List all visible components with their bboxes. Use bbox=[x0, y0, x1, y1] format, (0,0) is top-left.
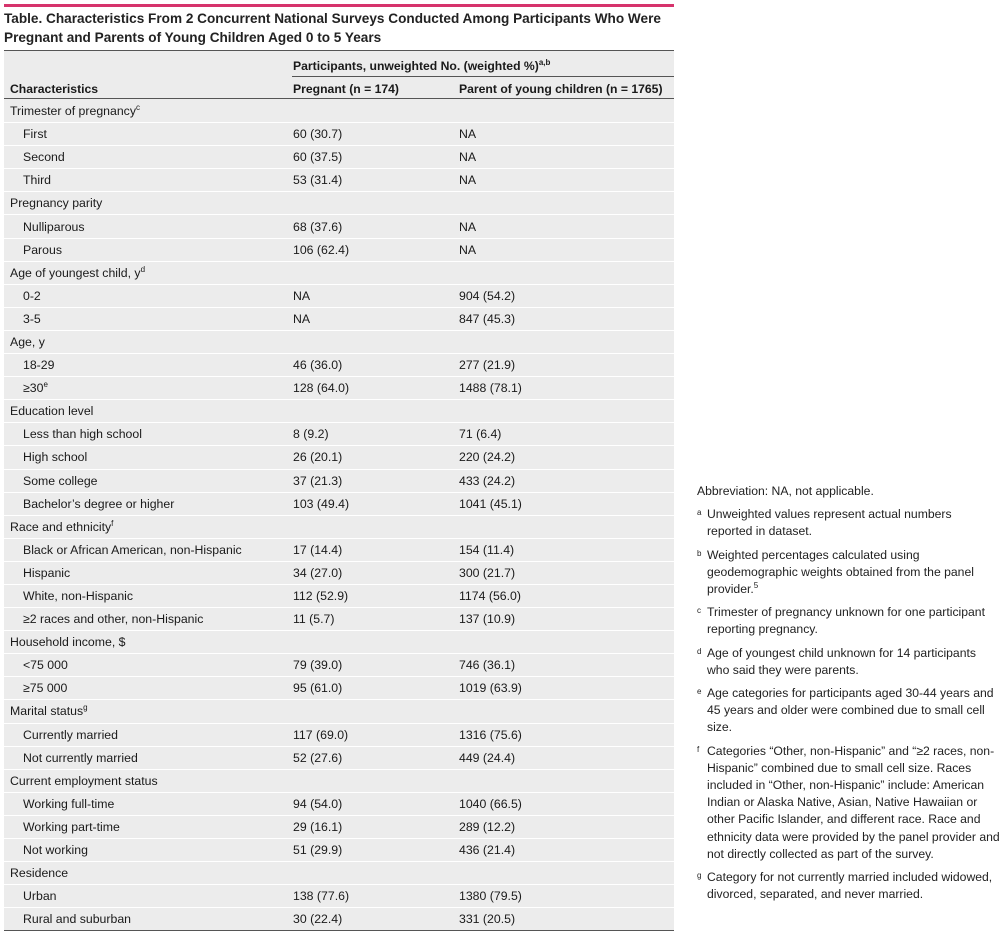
row-label-text: Pregnancy parity bbox=[10, 196, 103, 211]
footnote-mark: g bbox=[697, 871, 702, 881]
row-label-text: 18-29 bbox=[23, 358, 55, 373]
row-label bbox=[4, 797, 292, 811]
footnote-mark: e bbox=[697, 687, 702, 697]
parent-value: NA bbox=[459, 150, 477, 165]
row-label bbox=[4, 866, 292, 880]
pregnant-value: 52 (27.6) bbox=[293, 750, 343, 765]
row-label bbox=[4, 658, 292, 672]
table-row bbox=[4, 561, 674, 584]
footnote-text-wrap bbox=[707, 604, 1000, 638]
pregnant-value: 60 (37.5) bbox=[293, 150, 343, 165]
pregnant-value: 117 (69.0) bbox=[293, 727, 349, 742]
footnote-text-wrap bbox=[707, 869, 1000, 903]
row-label-footnote: c bbox=[135, 102, 140, 112]
row-label bbox=[4, 243, 292, 257]
footnote-item bbox=[697, 743, 1000, 863]
row-label-text: Hispanic bbox=[23, 565, 71, 580]
row-label bbox=[4, 404, 292, 418]
row-label bbox=[4, 820, 292, 834]
row-label bbox=[4, 704, 292, 718]
row-label bbox=[4, 635, 292, 649]
footnote-text-wrap bbox=[707, 645, 1000, 679]
pregnant-value: 29 (16.1) bbox=[293, 819, 343, 834]
table-row bbox=[4, 307, 674, 330]
row-label bbox=[4, 566, 292, 580]
row-label-text: Less than high school bbox=[23, 427, 142, 442]
row-label-text: ≥75 000 bbox=[23, 681, 68, 696]
parent-value: 289 (12.2) bbox=[459, 819, 516, 834]
pregnant-value: 8 (9.2) bbox=[293, 427, 329, 442]
row-label bbox=[4, 127, 292, 141]
parent-value: 1174 (56.0) bbox=[459, 589, 521, 604]
table-title: Table. Characteristics From 2 Concurrent National Surveys Conducted Among Participants Who Were Pregnant and Parents of Young Children Aged 0 to 5 Years bbox=[4, 11, 661, 45]
row-label-text: <75 000 bbox=[23, 658, 68, 673]
table-row bbox=[4, 284, 674, 307]
table-category-row bbox=[4, 261, 674, 284]
row-label-text: Residence bbox=[10, 866, 69, 881]
pregnant-value: 128 (64.0) bbox=[293, 381, 350, 396]
row-label bbox=[4, 520, 292, 534]
row-label bbox=[4, 728, 292, 742]
row-label bbox=[4, 381, 292, 395]
pregnant-value: 138 (77.6) bbox=[293, 889, 350, 904]
row-label-text: First bbox=[23, 127, 47, 142]
parent-value: 1488 (78.1) bbox=[459, 381, 522, 396]
row-label-text: Trimester of pregnancy bbox=[10, 103, 136, 118]
row-label bbox=[4, 173, 292, 187]
row-label-text: ≥30 bbox=[23, 381, 44, 396]
row-label-text: Current employment status bbox=[10, 773, 158, 788]
footnote-mark: d bbox=[697, 646, 702, 656]
group-header-sup: a,b bbox=[538, 57, 551, 67]
table-row bbox=[4, 584, 674, 607]
row-label bbox=[4, 612, 292, 626]
parent-value: 746 (36.1) bbox=[459, 658, 516, 673]
row-label bbox=[4, 427, 292, 441]
parent-value: 436 (21.4) bbox=[459, 843, 516, 858]
footnote-item bbox=[697, 645, 1000, 679]
footnote-text: Trimester of pregnancy unknown for one participant reporting pregnancy. bbox=[707, 605, 985, 637]
row-label-text: Marital status bbox=[10, 704, 84, 719]
row-label-text: Black or African American, non-Hispanic bbox=[23, 542, 242, 557]
parent-value: NA bbox=[459, 219, 477, 234]
table-row bbox=[4, 445, 674, 468]
pregnant-value: 46 (36.0) bbox=[293, 358, 343, 373]
row-label-text: Education level bbox=[10, 404, 94, 419]
parent-value: 904 (54.2) bbox=[459, 288, 516, 303]
parent-value: 1041 (45.1) bbox=[459, 496, 522, 511]
footnote-mark: a bbox=[697, 508, 702, 518]
table-row bbox=[4, 376, 674, 399]
row-label-text: ≥2 races and other, non-Hispanic bbox=[23, 612, 204, 627]
row-label bbox=[4, 150, 292, 164]
parent-value: 449 (24.4) bbox=[459, 750, 516, 765]
table-category-row bbox=[4, 399, 674, 422]
pregnant-value: 112 (52.9) bbox=[293, 589, 349, 604]
row-label bbox=[4, 196, 292, 210]
row-label bbox=[4, 889, 292, 903]
table-row bbox=[4, 214, 674, 237]
table-row bbox=[4, 653, 674, 676]
row-label bbox=[4, 751, 292, 765]
row-label-footnote: g bbox=[83, 703, 88, 713]
pregnant-value: 79 (39.0) bbox=[293, 658, 343, 673]
parent-value: 277 (21.9) bbox=[459, 358, 516, 373]
table-row bbox=[4, 538, 674, 561]
row-label-text: White, non-Hispanic bbox=[23, 589, 134, 604]
row-label-text: Parous bbox=[23, 242, 62, 257]
row-label bbox=[4, 104, 292, 118]
row-label-footnote: f bbox=[111, 518, 114, 528]
pregnant-value: NA bbox=[293, 311, 311, 326]
row-label-text: High school bbox=[23, 450, 88, 465]
table-row bbox=[4, 492, 674, 515]
row-label-text: Age of youngest child, y bbox=[10, 265, 141, 280]
pregnant-value: 95 (61.0) bbox=[293, 681, 343, 696]
pregnant-value: 30 (22.4) bbox=[293, 912, 343, 927]
table-row bbox=[4, 422, 674, 445]
row-label bbox=[4, 312, 292, 326]
table-body bbox=[4, 99, 674, 930]
row-label-text: 0-2 bbox=[23, 288, 41, 303]
pregnant-value: 106 (62.4) bbox=[293, 242, 350, 257]
footnote-text: Category for not currently married included widowed, divorced, separated, and never married. bbox=[707, 870, 993, 902]
table-row bbox=[4, 815, 674, 838]
pregnant-value: 26 (20.1) bbox=[293, 450, 343, 465]
footnote-reference: 5 bbox=[753, 580, 759, 590]
parent-value: 154 (11.4) bbox=[459, 542, 515, 557]
row-label bbox=[4, 774, 292, 788]
row-label-text: Not working bbox=[23, 843, 88, 858]
row-label bbox=[4, 843, 292, 857]
row-label bbox=[4, 589, 292, 603]
parent-value: 1040 (66.5) bbox=[459, 796, 522, 811]
pregnant-value: 60 (30.7) bbox=[293, 127, 343, 142]
footnote-list bbox=[697, 506, 1000, 903]
pregnant-value: NA bbox=[293, 288, 311, 303]
row-label-footnote: d bbox=[140, 264, 146, 274]
footnote-text: Age of youngest child unknown for 14 participants who said they were parents. bbox=[707, 645, 976, 677]
row-label bbox=[4, 289, 292, 303]
pregnant-value: 53 (31.4) bbox=[293, 173, 343, 188]
table-row bbox=[4, 607, 674, 630]
parent-value: 220 (24.2) bbox=[459, 450, 516, 465]
parent-value: NA bbox=[459, 127, 477, 142]
pregnant-value: 51 (29.9) bbox=[293, 843, 343, 858]
pregnant-value: 103 (49.4) bbox=[293, 496, 350, 511]
row-label bbox=[4, 266, 292, 280]
row-label-text: Second bbox=[23, 150, 65, 165]
row-label-text: Bachelor’s degree or higher bbox=[23, 496, 175, 511]
row-label bbox=[4, 335, 292, 349]
parent-value: NA bbox=[459, 173, 477, 188]
table-row bbox=[4, 353, 674, 376]
footnote-text: Weighted percentages calculated using geodemographic weights obtained from the panel provider. bbox=[707, 547, 974, 597]
pregnant-value: 11 (5.7) bbox=[293, 612, 335, 627]
pregnant-value: 68 (37.6) bbox=[293, 219, 343, 234]
title-accent-rule bbox=[4, 4, 674, 7]
characteristics-column-header: Characteristics bbox=[10, 82, 99, 96]
parent-value: 331 (20.5) bbox=[459, 912, 516, 927]
parent-value: 433 (24.2) bbox=[459, 473, 516, 488]
table-row bbox=[4, 884, 674, 907]
pregnant-value: 34 (27.0) bbox=[293, 565, 343, 580]
footnote-text-wrap bbox=[707, 743, 1000, 863]
parent-value: NA bbox=[459, 242, 477, 257]
pregnant-value: 94 (54.0) bbox=[293, 796, 343, 811]
footnote-item bbox=[697, 869, 1000, 903]
row-label bbox=[4, 474, 292, 488]
parent-value: 1380 (79.5) bbox=[459, 889, 522, 904]
row-label-text: Urban bbox=[23, 889, 57, 904]
row-label bbox=[4, 220, 292, 234]
footnote-text: Unweighted values represent actual numbers reported in dataset. bbox=[707, 507, 952, 539]
table-header-row bbox=[4, 77, 674, 99]
group-header-label: Participants, unweighted No. (weighted %) bbox=[293, 59, 539, 73]
footnote-mark: f bbox=[697, 744, 700, 754]
row-label-text: Rural and suburban bbox=[23, 912, 132, 927]
row-label bbox=[4, 681, 292, 695]
row-label-text: Household income, $ bbox=[10, 635, 126, 650]
table-category-row bbox=[4, 99, 674, 122]
table-row bbox=[4, 792, 674, 815]
abbreviation-note: Abbreviation: NA, not applicable. bbox=[697, 484, 874, 498]
row-label-text: Some college bbox=[23, 473, 98, 488]
table-row bbox=[4, 122, 674, 145]
footnote-text: Categories “Other, non-Hispanic” and “≥2 races, non-Hispanic” combined due to small cell size. Races included in “Other, non-Hispanic” include: American Indian or Alaska Native, Asian, Native Hawaiian or other Pacific Islander, and different race. Race and ethnicity data were provided by the panel provider and not directly collected as part of the survey. bbox=[707, 743, 1000, 861]
table-row bbox=[4, 168, 674, 191]
table-header-group-row bbox=[4, 51, 674, 77]
row-label-text: Not currently married bbox=[23, 750, 138, 765]
row-label-text: Currently married bbox=[23, 727, 118, 742]
table-row bbox=[4, 746, 674, 769]
table-category-row bbox=[4, 769, 674, 792]
row-label-text: Working full-time bbox=[23, 796, 115, 811]
table-row bbox=[4, 838, 674, 861]
footnote-item bbox=[697, 604, 1000, 638]
data-table bbox=[4, 50, 674, 931]
footnote-text-wrap bbox=[707, 685, 1000, 737]
row-label-text: Nulliparous bbox=[23, 219, 85, 234]
footnote-text-wrap bbox=[707, 547, 1000, 599]
table-row bbox=[4, 676, 674, 699]
table-category-row bbox=[4, 630, 674, 653]
pregnant-column-header: Pregnant (n = 174) bbox=[293, 82, 399, 96]
parent-value: 137 (10.9) bbox=[459, 612, 516, 627]
footnote-mark: b bbox=[697, 548, 702, 558]
row-label-text: Age, y bbox=[10, 334, 45, 349]
row-label-text: 3-5 bbox=[23, 311, 41, 326]
table-row bbox=[4, 723, 674, 746]
footnote-item bbox=[697, 547, 1000, 599]
table-category-row bbox=[4, 515, 674, 538]
table-row bbox=[4, 469, 674, 492]
footnote-item bbox=[697, 506, 1000, 540]
row-label-text: Race and ethnicity bbox=[10, 519, 112, 534]
row-label bbox=[4, 543, 292, 557]
parent-value: 1316 (75.6) bbox=[459, 727, 522, 742]
table-category-row bbox=[4, 191, 674, 214]
footnote-text-wrap bbox=[707, 506, 1000, 540]
participants-group-header bbox=[292, 51, 674, 77]
row-label-text: Working part-time bbox=[23, 819, 120, 834]
table-category-row bbox=[4, 330, 674, 353]
table-category-row bbox=[4, 861, 674, 884]
row-label bbox=[4, 912, 292, 926]
parent-value: 1019 (63.9) bbox=[459, 681, 522, 696]
footnotes bbox=[697, 483, 1000, 909]
parent-value: 71 (6.4) bbox=[459, 427, 502, 442]
parent-value: 300 (21.7) bbox=[459, 565, 516, 580]
row-label bbox=[4, 358, 292, 372]
pregnant-value: 37 (21.3) bbox=[293, 473, 343, 488]
row-label-text: Third bbox=[23, 173, 52, 188]
pregnant-value: 17 (14.4) bbox=[293, 542, 343, 557]
footnote-mark: c bbox=[697, 606, 701, 616]
parent-value: 847 (45.3) bbox=[459, 311, 516, 326]
parent-column-header: Parent of young children (n = 1765) bbox=[459, 82, 663, 96]
table-row bbox=[4, 145, 674, 168]
row-label-footnote: e bbox=[43, 380, 48, 390]
row-label bbox=[4, 450, 292, 464]
footnote-text: Age categories for participants aged 30-44 years and 45 years and older were combined due to small cell size. bbox=[707, 686, 994, 735]
footnote-item bbox=[697, 685, 1000, 737]
table-row bbox=[4, 238, 674, 261]
table-row bbox=[4, 907, 674, 930]
row-label bbox=[4, 497, 292, 511]
table-category-row bbox=[4, 699, 674, 722]
